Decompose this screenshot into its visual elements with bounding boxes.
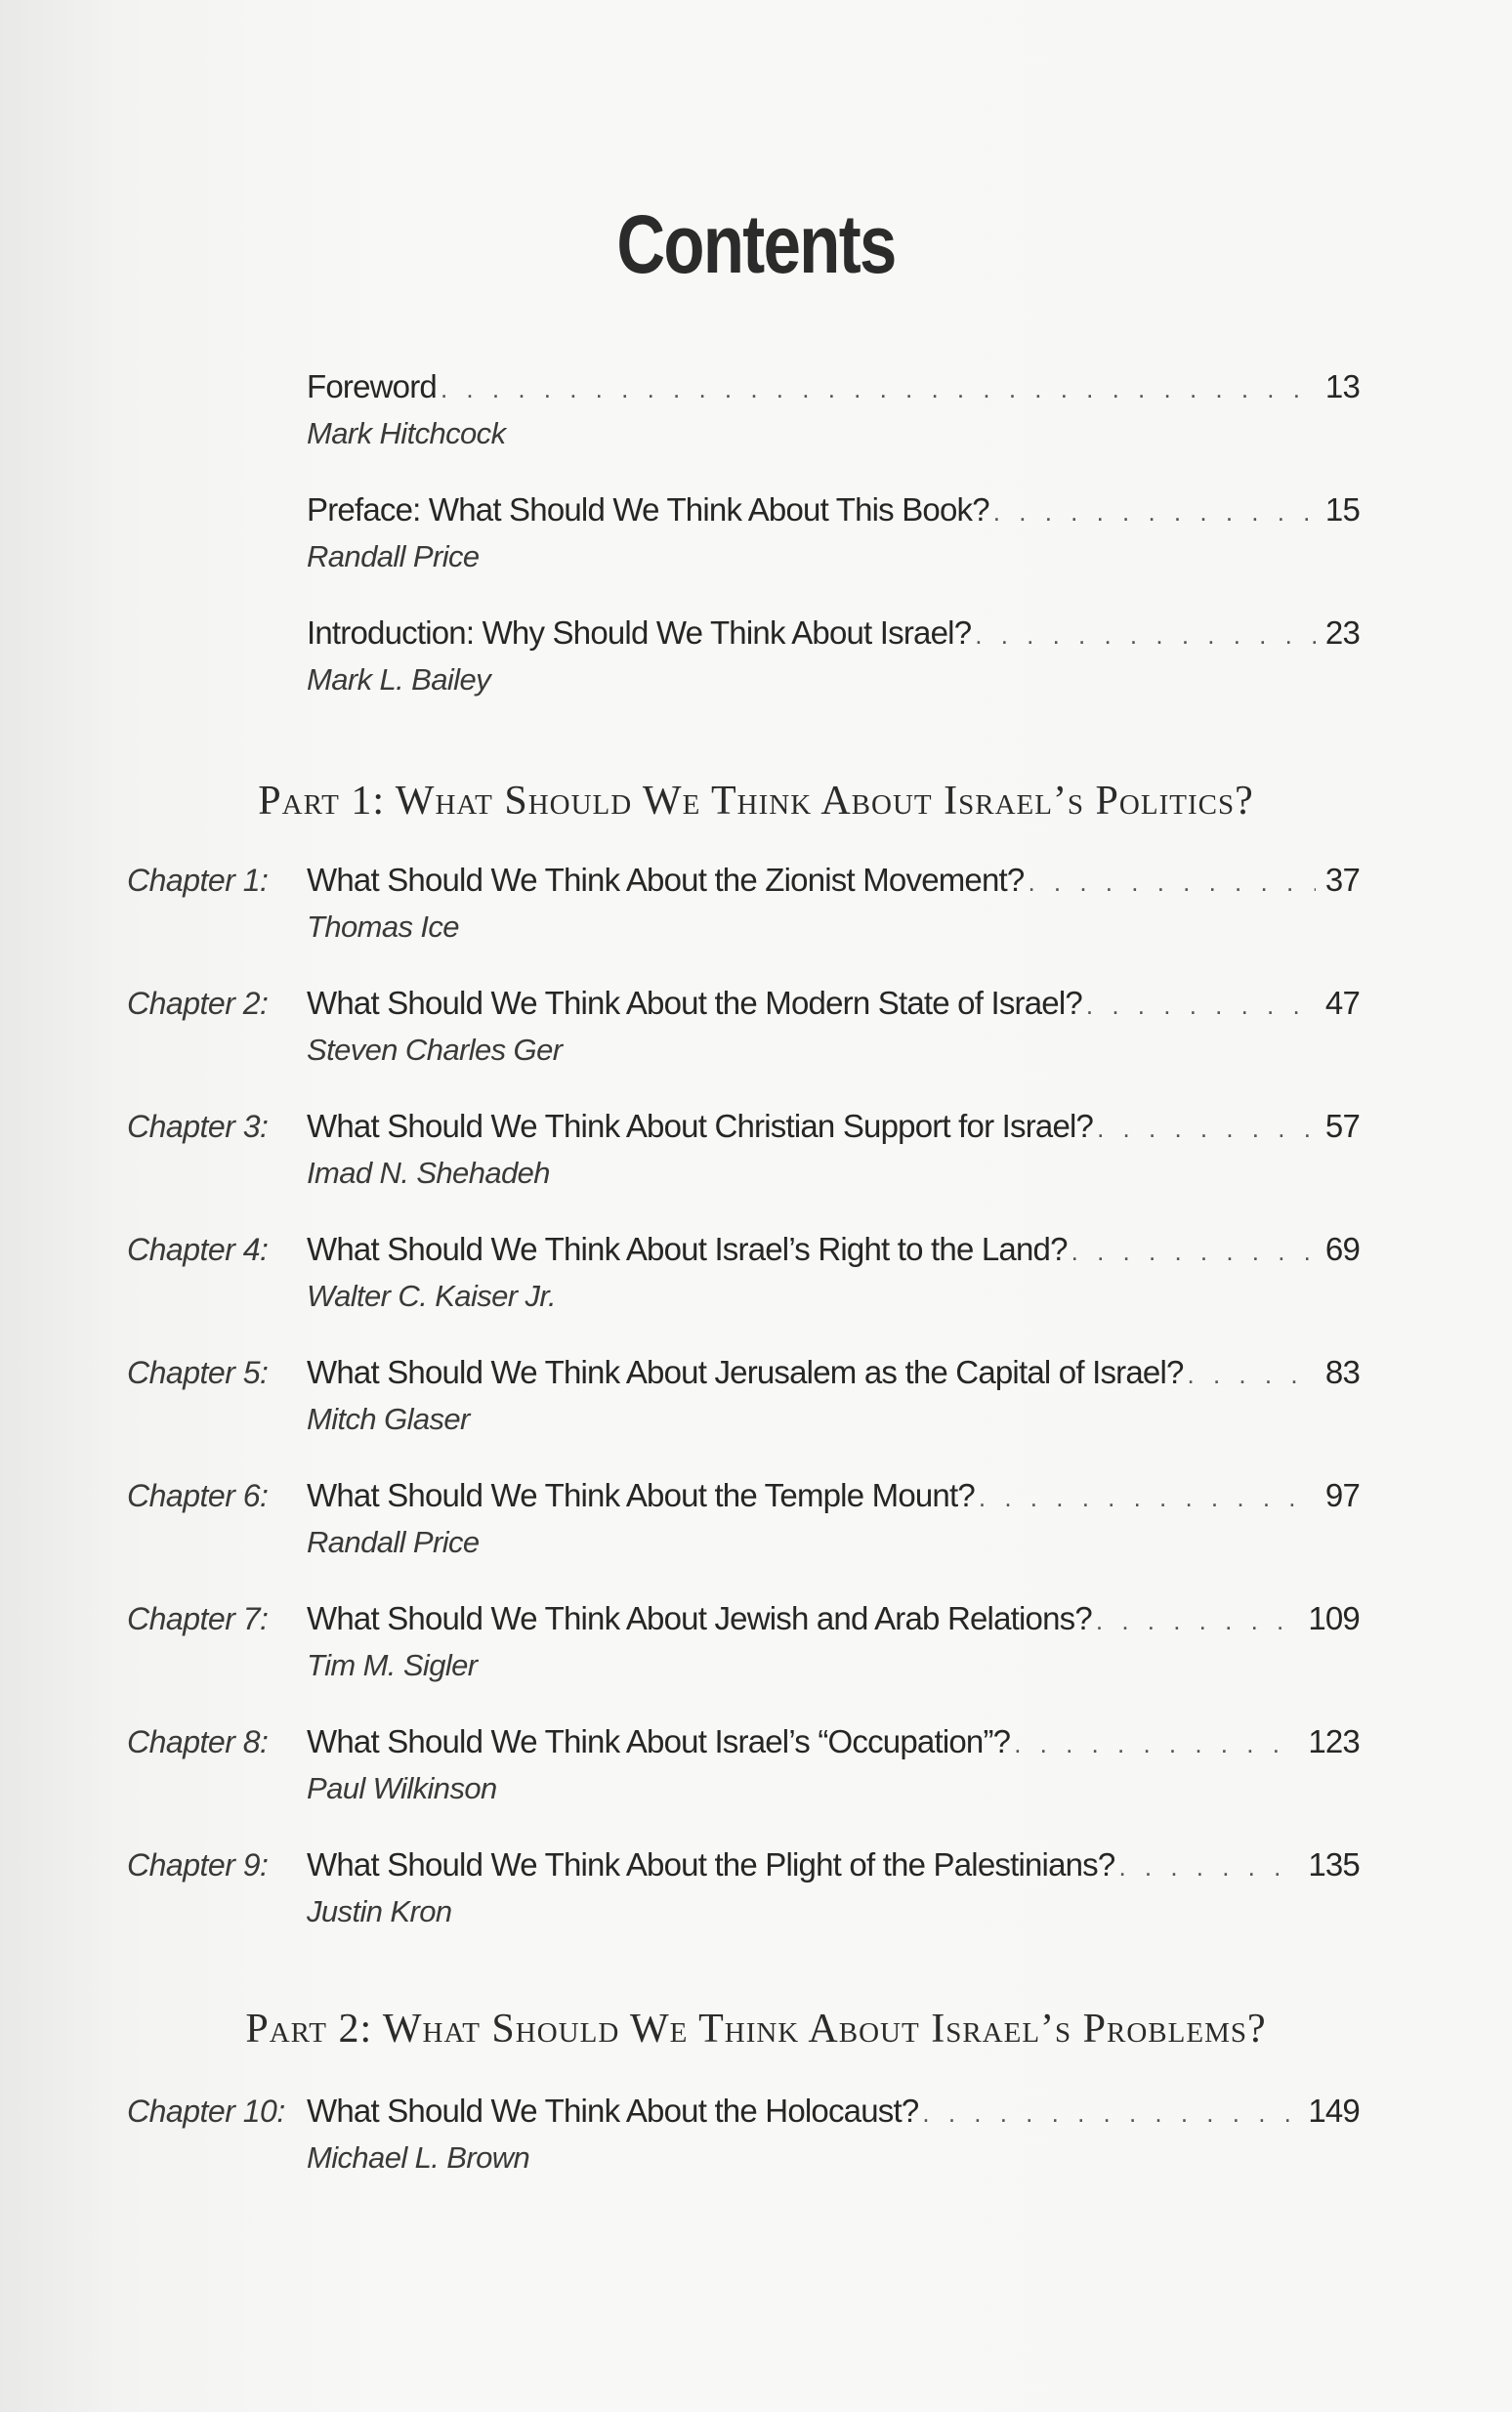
entry-title: What Should We Think About Jerusalem as the Capital of Israel?	[307, 1354, 1184, 1390]
dot-leader	[1086, 986, 1316, 1025]
entry-title: Introduction: Why Should We Think About Israel?	[307, 614, 972, 651]
entry-author: Justin Kron	[307, 1894, 452, 1928]
entry-title: What Should We Think About Christian Support for Israel?	[307, 1108, 1094, 1144]
entry-title: What Should We Think About the Modern State of Israel?	[307, 985, 1082, 1021]
page-number: 47	[1324, 985, 1360, 1021]
toc-row	[307, 2092, 1360, 2131]
chapter-label: Chapter 2:	[127, 986, 269, 1021]
toc-row	[307, 1353, 1360, 1392]
toc-entry-preface[interactable]	[0, 490, 1512, 598]
toc-entry-introduction[interactable]	[0, 614, 1512, 721]
dot-leader	[979, 1478, 1316, 1517]
toc-entry-foreword[interactable]	[0, 367, 1512, 475]
toc-entry-chapter-10[interactable]	[0, 2092, 1512, 2199]
entry-title: Foreword	[307, 368, 437, 404]
entry-author: Mark L. Bailey	[307, 662, 490, 697]
dot-leader	[1118, 1847, 1298, 1886]
entry-title: What Should We Think About the Zionist Movement?	[307, 862, 1025, 898]
entry-author: Imad N. Shehadeh	[307, 1156, 550, 1190]
chapter-label: Chapter 7:	[127, 1601, 269, 1636]
toc-entry-chapter-6[interactable]	[0, 1476, 1512, 1584]
toc-row	[307, 1722, 1360, 1761]
toc-row	[307, 1845, 1360, 1884]
chapter-label: Chapter 10:	[127, 2094, 285, 2129]
toc-row	[307, 861, 1360, 900]
chapter-label: Chapter 4:	[127, 1232, 269, 1267]
page-number: 57	[1324, 1108, 1360, 1144]
toc-entry-chapter-8[interactable]	[0, 1722, 1512, 1830]
toc-entry-chapter-7[interactable]	[0, 1599, 1512, 1707]
chapter-label: Chapter 5:	[127, 1355, 269, 1390]
chapter-label: Chapter 6:	[127, 1478, 269, 1513]
toc-row	[307, 1107, 1360, 1146]
dot-leader	[1014, 1724, 1298, 1763]
dot-leader	[975, 615, 1316, 655]
toc-entry-chapter-4[interactable]	[0, 1230, 1512, 1337]
toc-row	[307, 367, 1360, 406]
dot-leader	[1071, 1232, 1316, 1271]
page-number: 13	[1324, 368, 1360, 404]
toc-entry-chapter-9[interactable]	[0, 1845, 1512, 1953]
entry-author: Mark Hitchcock	[307, 416, 506, 450]
chapter-label: Chapter 3:	[127, 1109, 269, 1144]
entry-author: Mitch Glaser	[307, 1402, 470, 1436]
toc-row	[307, 614, 1360, 653]
toc-row	[307, 984, 1360, 1023]
toc-row	[307, 490, 1360, 529]
page-title: Contents	[616, 198, 896, 290]
chapter-label: Chapter 9:	[127, 1847, 269, 1883]
page-number: 23	[1324, 614, 1360, 651]
toc-row	[307, 1476, 1360, 1515]
part-heading-2: Part 2: What Should We Think About Israel’s Problems?	[245, 2007, 1267, 2052]
toc-entry-chapter-3[interactable]	[0, 1107, 1512, 1214]
page-number: 15	[1324, 491, 1360, 528]
chapter-label: Chapter 8:	[127, 1724, 269, 1759]
entry-author: Michael L. Brown	[307, 2140, 530, 2175]
entry-author: Paul Wilkinson	[307, 1771, 497, 1805]
dot-leader	[1188, 1355, 1316, 1394]
entry-author: Tim M. Sigler	[307, 1648, 478, 1682]
page-number: 69	[1324, 1231, 1360, 1267]
dot-leader	[1097, 1109, 1316, 1148]
part-heading-1: Part 1: What Should We Think About Israel’s Politics?	[258, 779, 1254, 824]
dot-leader	[1096, 1601, 1298, 1640]
entry-title: What Should We Think About the Holocaust?	[307, 2093, 919, 2129]
page-number: 123	[1308, 1723, 1360, 1759]
entry-author: Steven Charles Ger	[307, 1033, 563, 1067]
toc-row	[307, 1599, 1360, 1638]
dot-leader	[922, 2094, 1298, 2133]
entry-title: What Should We Think About Israel’s “Occupation”?	[307, 1723, 1011, 1759]
toc-row	[307, 1230, 1360, 1269]
entry-title: What Should We Think About Israel’s Right to the Land?	[307, 1231, 1068, 1267]
page-number: 37	[1324, 862, 1360, 898]
page-number: 97	[1324, 1477, 1360, 1513]
page-number: 135	[1308, 1846, 1360, 1883]
page-number: 149	[1308, 2093, 1360, 2129]
entry-title: Preface: What Should We Think About This Book?	[307, 491, 989, 528]
chapter-label: Chapter 1:	[127, 863, 269, 898]
entry-title: What Should We Think About the Plight of the Palestinians?	[307, 1846, 1115, 1883]
entry-author: Randall Price	[307, 539, 480, 573]
toc-entry-chapter-5[interactable]	[0, 1353, 1512, 1460]
dot-leader	[1028, 863, 1315, 902]
entry-author: Thomas Ice	[307, 910, 459, 944]
entry-author: Randall Price	[307, 1525, 480, 1559]
entry-author: Walter C. Kaiser Jr.	[307, 1279, 556, 1313]
entry-title: What Should We Think About the Temple Mount?	[307, 1477, 975, 1513]
entry-title: What Should We Think About Jewish and Arab Relations?	[307, 1600, 1092, 1636]
dot-leader	[993, 492, 1316, 531]
toc-entry-chapter-1[interactable]	[0, 861, 1512, 968]
page-number: 83	[1324, 1354, 1360, 1390]
page-number: 109	[1308, 1600, 1360, 1636]
dot-leader	[441, 369, 1316, 408]
toc-entry-chapter-2[interactable]	[0, 984, 1512, 1091]
